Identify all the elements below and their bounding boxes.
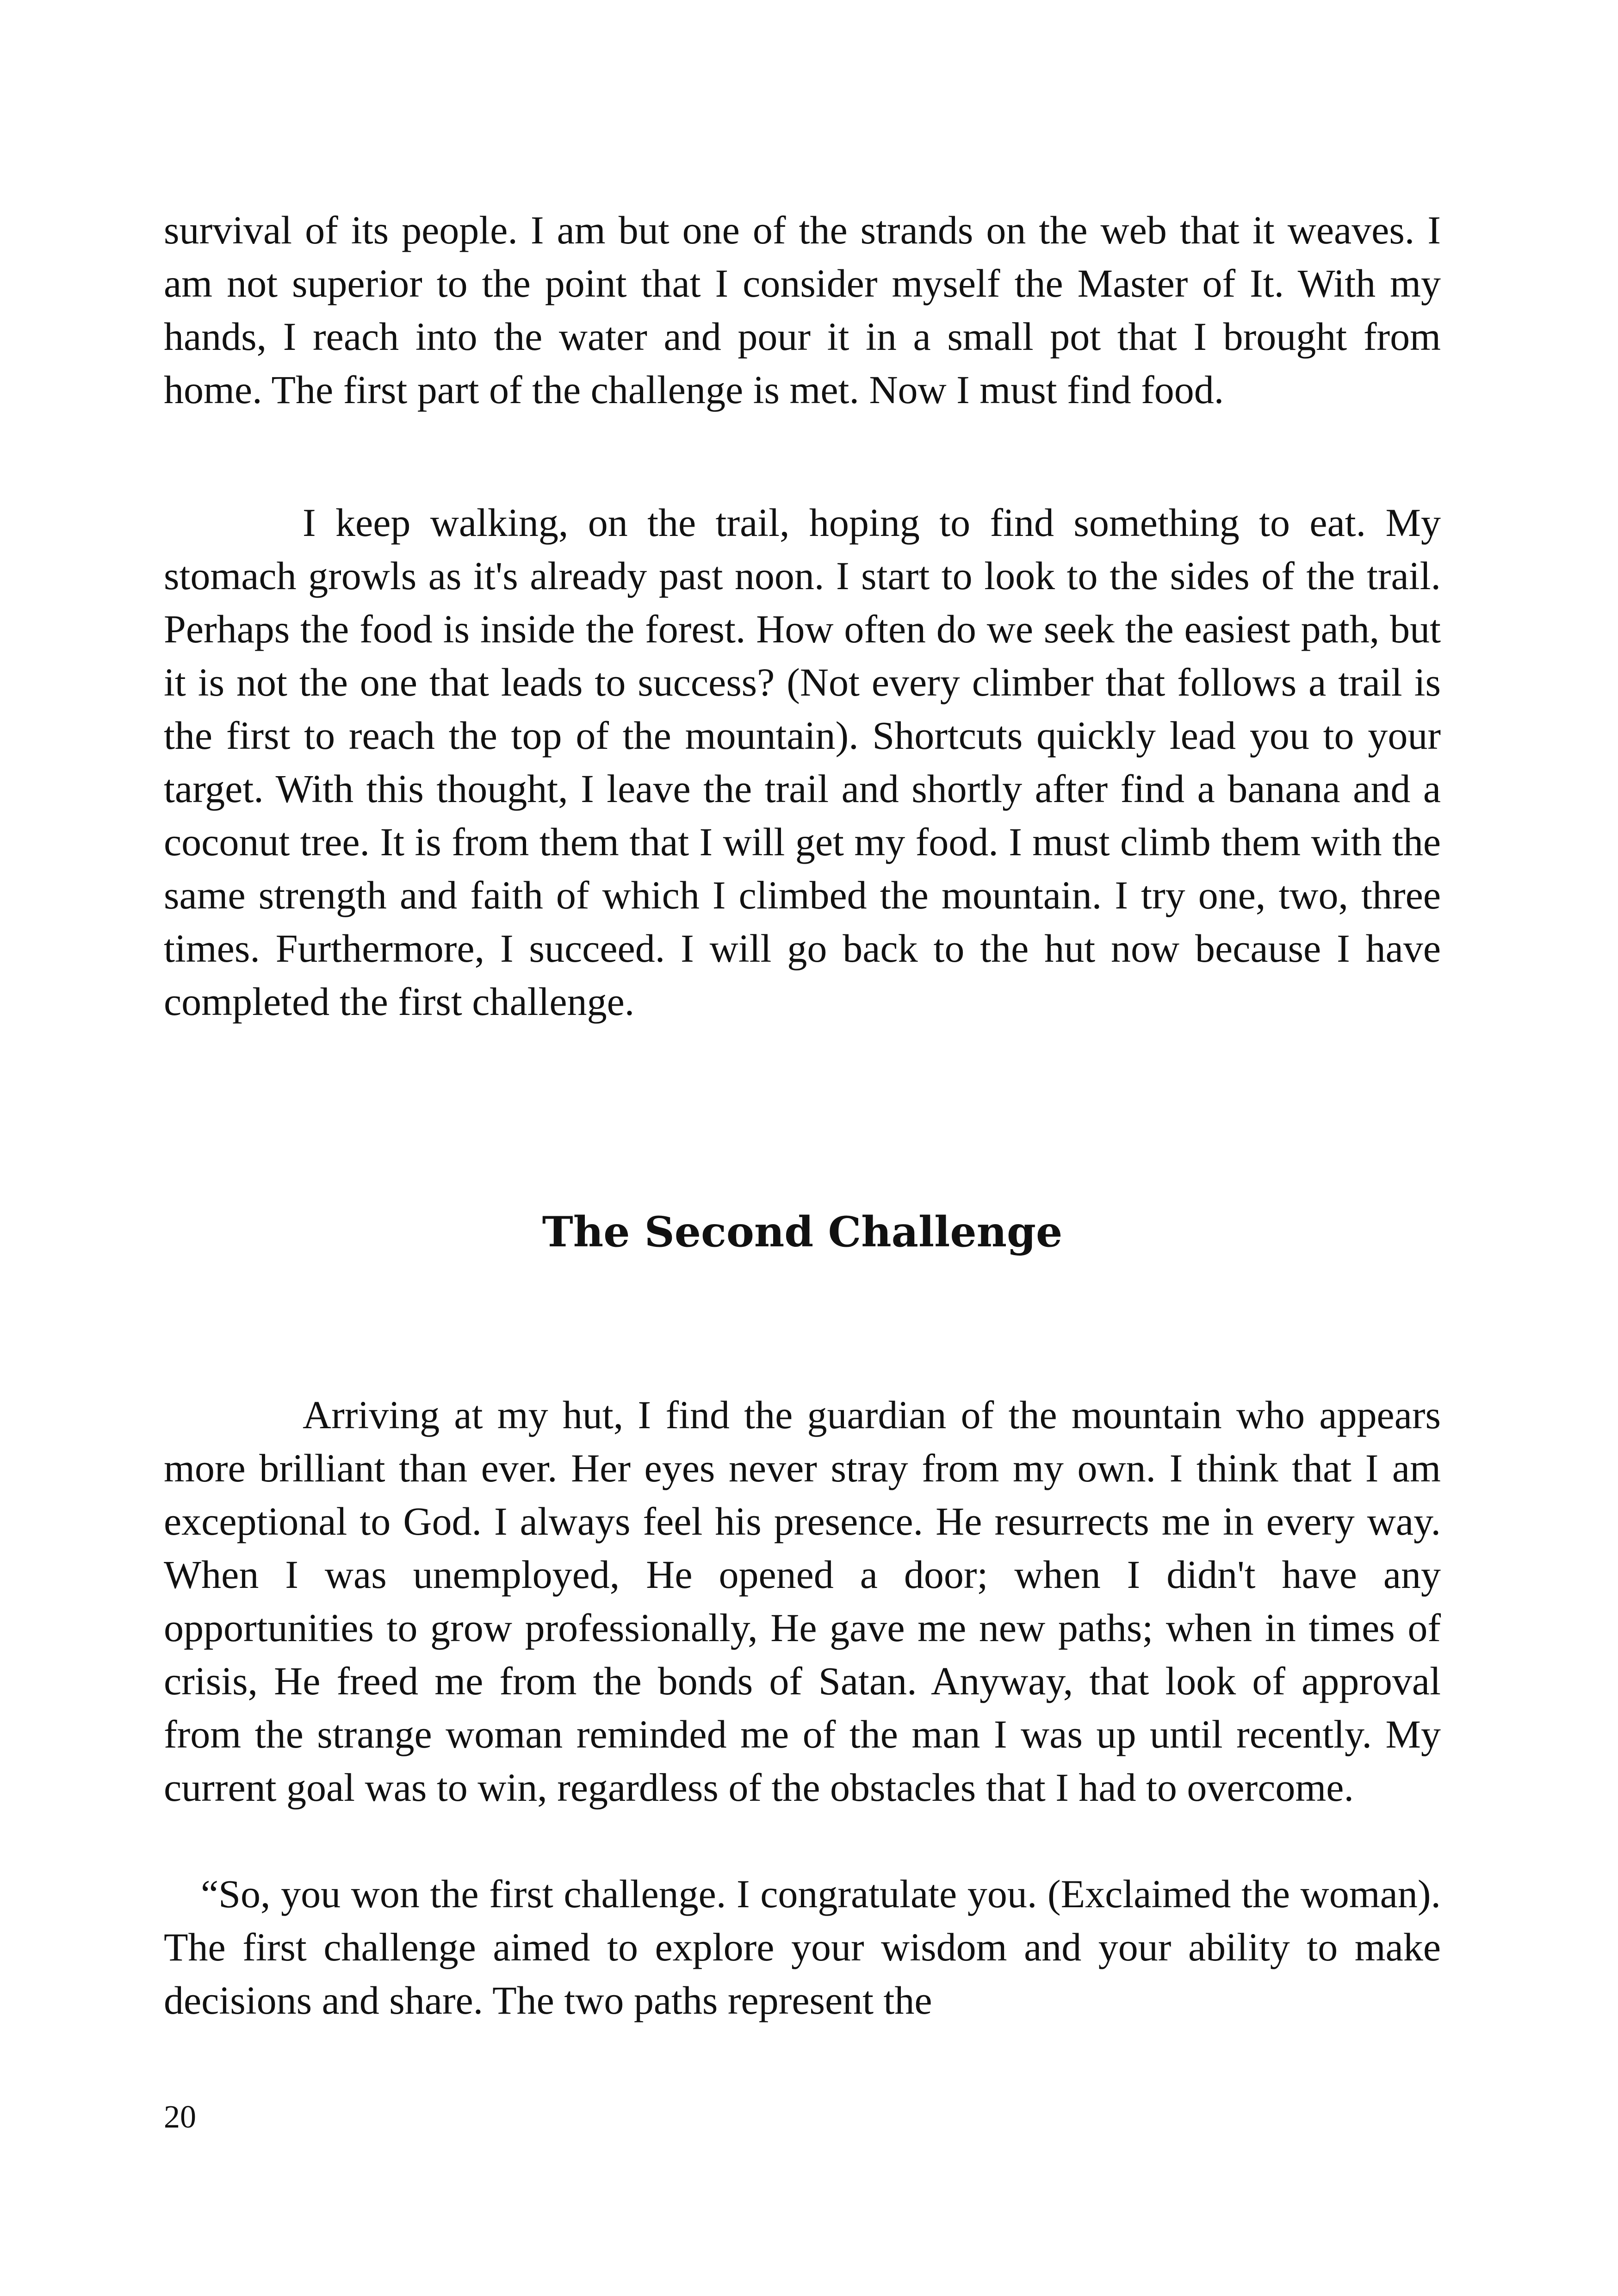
paragraph-woman-speech: “So, you won the first challenge. I congratulate you. (Exclaimed the woman). The first challenge aimed to explore your wisdom and your ability to make decisions and share. The two paths represent the [164, 1872, 1441, 2022]
paragraph-arriving-hut: Arriving at my hut, I find the guardian of the mountain who appears more brilliant than ever. Her eyes never stray from my own. I think that I am exceptional to God. I always feel his presence. He resurrects me in every way. When I was unemployed, He opened a door; when I didn't have any opportunities to grow professionally, He gave me new paths; when in times of crisis, He freed me from the bonds of Satan. Anyway, that look of approval from the strange woman reminded me of the man I was up until recently. My current goal was to win, regardless of the obstacles that I had to overcome. [164, 1393, 1441, 1810]
paragraph-continuation: survival of its people. I am but one of the strands on the web that it weaves. I am not superior to the point that I consider myself the Master of It. With my hands, I reach into the water and pour it in a small pot that I brought from home. The first part of the challenge is met. Now I must find food. [164, 208, 1441, 412]
paragraph-trail-food: I keep walking, on the trail, hoping to find something to eat. My stomach growls as it's already past noon. I start to look to the sides of the trail. Perhaps the food is inside the forest. How often do we seek the easiest path, but it is not the one that leads to success? (Not every climber that follows a trail is the first to reach the top of the mountain). Shortcuts quickly lead you to your target. With this thought, I leave the trail and shortly after find a banana and a coconut tree. It is from them that I will get my food. I must climb them with the same strength and faith of which I climbed the mountain. I try one, two, three times. Furthermore, I succeed. I will go back to the hut now because I have completed the first challenge. [164, 500, 1441, 1024]
page-number: 20 [164, 2099, 196, 2135]
chapter-heading: The Second Challenge [542, 1207, 1063, 1257]
